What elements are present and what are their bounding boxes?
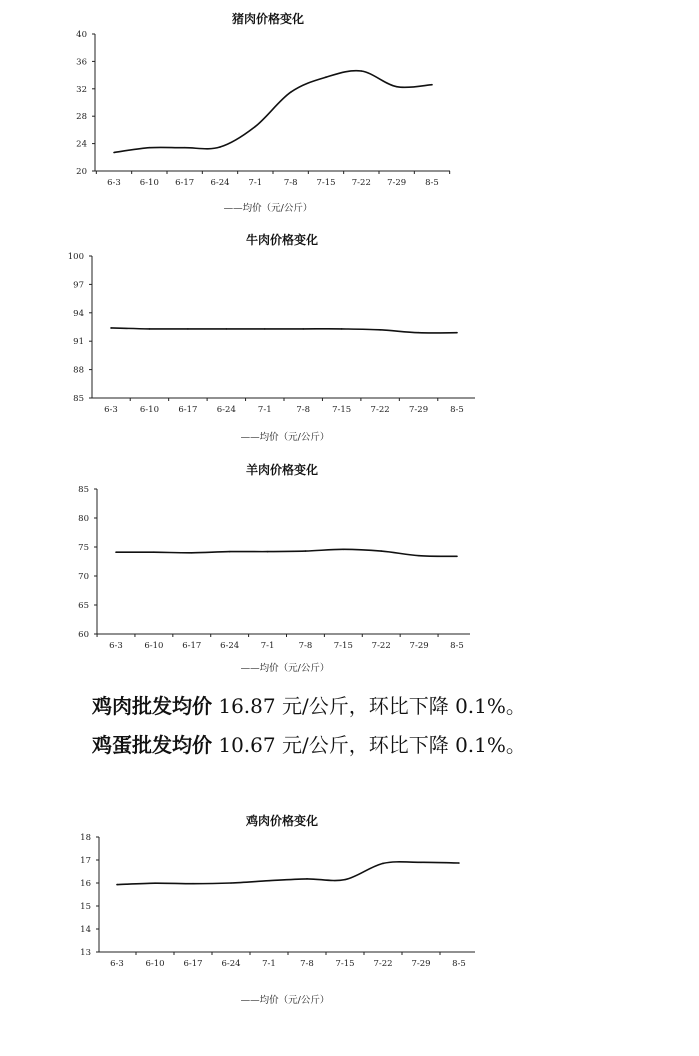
- series-line: [111, 328, 457, 333]
- egg-price-detail: 10.67 元/公斤，环比下降 0.1%。: [212, 733, 526, 757]
- data-point: [264, 328, 266, 330]
- chart-title: 羊肉价格变化: [245, 463, 319, 477]
- x-tick-label: 6-10: [139, 405, 159, 415]
- chart-title: 猪肉价格变化: [231, 12, 305, 26]
- y-tick-label: 32: [76, 84, 87, 95]
- x-tick-label: 6-17: [183, 959, 203, 969]
- y-tick-label: 60: [78, 630, 89, 640]
- x-tick-label: 7-22: [371, 641, 391, 651]
- pork-chart: [0, 0, 699, 222]
- data-point: [255, 126, 257, 128]
- y-tick-label: 15: [80, 902, 91, 912]
- x-tick-label: 6-10: [145, 959, 165, 969]
- chart-title: 鸡肉价格变化: [245, 814, 319, 828]
- x-tick-label: 7-1: [257, 405, 272, 415]
- data-point: [344, 879, 346, 881]
- x-tick-label: 8-5: [452, 959, 466, 969]
- y-tick-label: 88: [73, 365, 84, 376]
- series-line: [114, 71, 432, 153]
- data-point: [149, 328, 151, 330]
- x-tick-label: 6-17: [175, 178, 195, 188]
- x-tick-label: 7-29: [409, 405, 429, 415]
- data-point: [154, 882, 156, 884]
- x-tick-label: 7-29: [387, 178, 407, 188]
- x-tick-label: 7-29: [409, 641, 429, 651]
- mutton-chart-svg: [0, 452, 699, 680]
- data-point: [113, 152, 115, 154]
- beef-chart: [0, 222, 699, 452]
- y-tick-label: 70: [78, 572, 89, 582]
- x-tick-label: 7-15: [316, 178, 336, 188]
- data-point: [379, 329, 381, 331]
- data-point: [230, 882, 232, 884]
- data-point: [115, 551, 117, 553]
- series-line: [116, 549, 457, 556]
- data-point: [456, 332, 458, 334]
- data-point: [456, 555, 458, 557]
- y-tick-label: 91: [73, 337, 84, 348]
- data-point: [396, 86, 398, 88]
- data-point: [305, 550, 307, 552]
- data-point: [149, 147, 151, 149]
- data-point: [153, 551, 155, 553]
- data-point: [187, 328, 189, 330]
- data-point: [306, 878, 308, 880]
- x-tick-label: 6-24: [221, 959, 241, 969]
- y-tick-label: 94: [73, 308, 84, 319]
- x-tick-label: 7-8: [298, 641, 313, 651]
- pork-chart-svg: [0, 0, 699, 222]
- series-line: [117, 862, 459, 885]
- x-tick-label: 7-22: [370, 405, 390, 415]
- x-tick-label: 6-17: [178, 405, 198, 415]
- x-tick-label: 6-24: [216, 405, 236, 415]
- x-tick-label: 7-15: [333, 641, 353, 651]
- y-tick-label: 36: [76, 57, 87, 68]
- y-tick-label: 100: [67, 252, 84, 262]
- data-point: [267, 551, 269, 553]
- x-tick-label: 7-8: [296, 405, 311, 415]
- x-tick-label: 6-10: [139, 178, 159, 188]
- y-tick-label: 18: [80, 833, 91, 843]
- beef-chart-svg: [0, 222, 699, 452]
- data-point: [110, 327, 112, 329]
- y-tick-label: 28: [76, 112, 87, 123]
- chicken-chart: [0, 805, 699, 1056]
- chart-legend: ——均价（元/公斤）: [240, 663, 330, 674]
- x-tick-label: 6-3: [110, 959, 124, 969]
- data-point: [341, 328, 343, 330]
- y-tick-label: 85: [73, 394, 84, 404]
- x-tick-label: 7-1: [262, 959, 276, 969]
- x-tick-label: 6-10: [144, 641, 164, 651]
- y-tick-label: 97: [73, 280, 84, 291]
- x-tick-label: 7-15: [335, 959, 355, 969]
- x-tick-label: 7-15: [332, 405, 352, 415]
- data-point: [219, 146, 221, 148]
- data-point: [418, 332, 420, 334]
- x-tick-label: 8-5: [425, 178, 439, 188]
- data-point: [361, 70, 363, 72]
- y-tick-label: 40: [76, 30, 87, 40]
- data-point: [380, 550, 382, 552]
- x-tick-label: 7-29: [411, 959, 431, 969]
- data-point: [382, 863, 384, 865]
- data-point: [343, 549, 345, 551]
- data-point: [431, 84, 433, 86]
- y-tick-label: 24: [76, 139, 87, 150]
- x-tick-label: 7-1: [260, 641, 275, 651]
- x-tick-label: 7-22: [373, 959, 393, 969]
- data-point: [192, 883, 194, 885]
- egg-price-lead: 鸡蛋批发均价: [92, 733, 212, 757]
- chart-legend: ——均价（元/公斤）: [240, 995, 330, 1006]
- mutton-chart: [0, 452, 699, 680]
- chart-legend: ——均价（元/公斤）: [240, 432, 330, 443]
- y-tick-label: 16: [80, 879, 91, 889]
- chart-legend: ——均价（元/公斤）: [223, 203, 313, 214]
- x-tick-label: 6-3: [104, 405, 118, 415]
- data-point: [302, 328, 304, 330]
- chicken-price-detail: 16.87 元/公斤，环比下降 0.1%。: [212, 694, 526, 718]
- x-tick-label: 7-8: [300, 959, 314, 969]
- chart-title: 牛肉价格变化: [245, 233, 319, 247]
- data-point: [458, 862, 460, 864]
- data-point: [290, 91, 292, 93]
- chicken-price-lead: 鸡肉批发均价: [92, 694, 212, 718]
- x-tick-label: 7-22: [351, 178, 371, 188]
- y-tick-label: 75: [78, 543, 89, 553]
- x-tick-label: 6-24: [210, 178, 230, 188]
- y-tick-label: 17: [80, 856, 91, 866]
- chicken-price-paragraph: [92, 692, 526, 720]
- egg-price-paragraph: [92, 731, 526, 759]
- y-tick-label: 14: [80, 925, 91, 935]
- chicken-chart-svg: [0, 805, 699, 1056]
- y-tick-label: 13: [80, 948, 91, 958]
- x-tick-label: 8-5: [450, 405, 464, 415]
- y-tick-label: 65: [78, 601, 89, 611]
- data-point: [226, 328, 228, 330]
- data-point: [325, 76, 327, 78]
- y-tick-label: 20: [76, 167, 87, 177]
- x-tick-label: 6-3: [107, 178, 121, 188]
- data-point: [191, 552, 193, 554]
- x-tick-label: 6-17: [182, 641, 202, 651]
- y-tick-label: 80: [78, 514, 89, 524]
- data-point: [268, 880, 270, 882]
- data-point: [420, 862, 422, 864]
- data-point: [184, 147, 186, 149]
- x-tick-label: 6-24: [220, 641, 240, 651]
- data-point: [418, 555, 420, 557]
- y-tick-label: 85: [78, 485, 89, 495]
- data-point: [116, 884, 118, 886]
- x-tick-label: 8-5: [450, 641, 464, 651]
- x-tick-label: 7-8: [283, 178, 298, 188]
- x-tick-label: 7-1: [248, 178, 263, 188]
- data-point: [229, 551, 231, 553]
- x-tick-label: 6-3: [109, 641, 123, 651]
